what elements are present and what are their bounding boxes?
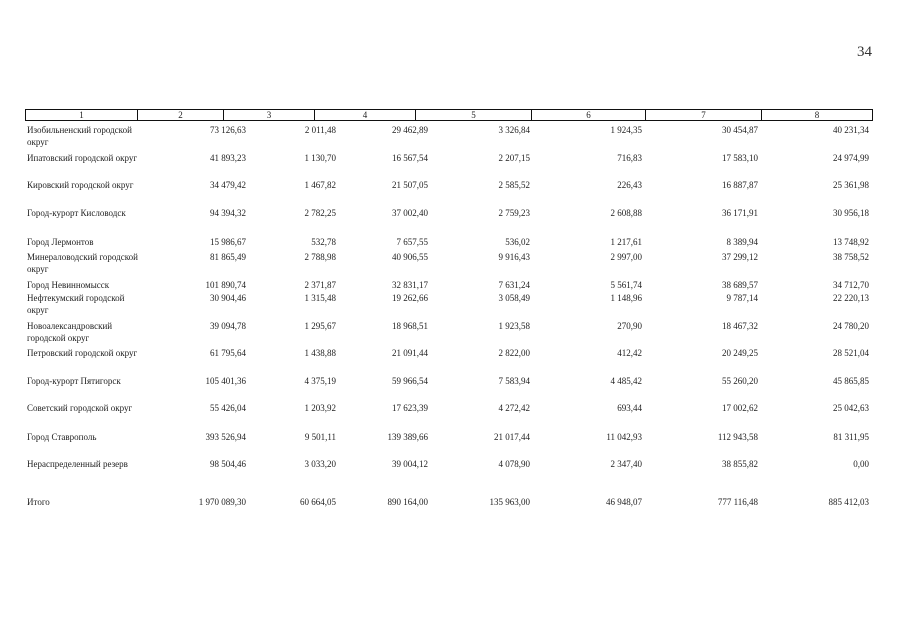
cell-col2: 98 504,46 (210, 459, 246, 469)
cell-col7: 20 249,25 (722, 348, 758, 358)
cell-col3: 60 664,05 (300, 497, 336, 507)
row-name: Итого (27, 497, 50, 507)
cell-col5: 3 058,49 (498, 293, 530, 303)
column-number-2: 2 (138, 110, 224, 121)
cell-col2: 1 970 089,30 (198, 497, 246, 507)
cell-col3: 532,78 (311, 237, 336, 247)
cell-col6: 5 561,74 (610, 280, 642, 290)
cell-col6: 1 148,96 (610, 293, 642, 303)
cell-col3: 1 438,88 (304, 348, 336, 358)
column-number-8: 8 (762, 110, 873, 121)
cell-col4: 29 462,89 (392, 125, 428, 135)
cell-col3: 2 011,48 (304, 125, 336, 135)
row-name: Минераловодский городской округ (27, 252, 138, 274)
cell-col4: 890 164,00 (387, 497, 428, 507)
cell-col4: 139 389,66 (387, 432, 428, 442)
cell-col5: 2 585,52 (498, 180, 530, 190)
cell-col7: 16 887,87 (722, 180, 758, 190)
cell-col2: 15 986,67 (210, 237, 246, 247)
cell-col4: 37 002,40 (392, 208, 428, 218)
row-name: Нераспределенный резерв (27, 459, 128, 469)
cell-col6: 2 997,00 (610, 252, 642, 262)
cell-col4: 21 507,05 (392, 180, 428, 190)
cell-col2: 101 890,74 (205, 280, 246, 290)
cell-col2: 73 126,63 (210, 125, 246, 135)
cell-col2: 34 479,42 (210, 180, 246, 190)
cell-col2: 393 526,94 (205, 432, 246, 442)
cell-col7: 777 116,48 (717, 497, 758, 507)
row-name: Город Лермонтов (27, 237, 94, 247)
column-number-1: 1 (26, 110, 138, 121)
cell-col3: 1 203,92 (304, 403, 336, 413)
cell-col7: 30 454,87 (722, 125, 758, 135)
cell-col4: 59 966,54 (392, 376, 428, 386)
cell-col6: 270,90 (617, 321, 642, 331)
column-number-3: 3 (224, 110, 315, 121)
column-number-4: 4 (315, 110, 416, 121)
cell-col6: 1 924,35 (610, 125, 642, 135)
cell-col8: 45 865,85 (833, 376, 869, 386)
cell-col4: 17 623,39 (392, 403, 428, 413)
cell-col8: 885 412,03 (828, 497, 869, 507)
cell-col2: 30 904,46 (210, 293, 246, 303)
cell-col3: 4 375,19 (304, 376, 336, 386)
cell-col4: 7 657,55 (396, 237, 428, 247)
cell-col8: 28 521,04 (833, 348, 869, 358)
cell-col8: 25 361,98 (833, 180, 869, 190)
cell-col7: 38 855,82 (722, 459, 758, 469)
cell-col5: 2 207,15 (498, 153, 530, 163)
cell-col5: 3 326,84 (498, 125, 530, 135)
cell-col8: 34 712,70 (833, 280, 869, 290)
cell-col3: 1 295,67 (304, 321, 336, 331)
cell-col5: 7 631,24 (498, 280, 530, 290)
column-number-6: 6 (532, 110, 646, 121)
cell-col5: 9 916,43 (498, 252, 530, 262)
cell-col4: 18 968,51 (392, 321, 428, 331)
cell-col6: 226,43 (617, 180, 642, 190)
cell-col8: 40 231,34 (833, 125, 869, 135)
column-number-5: 5 (416, 110, 532, 121)
cell-col7: 18 467,32 (722, 321, 758, 331)
cell-col4: 39 004,12 (392, 459, 428, 469)
cell-col5: 2 759,23 (498, 208, 530, 218)
cell-col4: 40 906,55 (392, 252, 428, 262)
cell-col6: 412,42 (617, 348, 642, 358)
cell-col2: 105 401,36 (205, 376, 246, 386)
row-name: Новоалександровский городской округ (27, 321, 113, 343)
row-name: Город Невинномысск (27, 280, 110, 290)
cell-col3: 1 315,48 (304, 293, 336, 303)
cell-col3: 3 033,20 (304, 459, 336, 469)
cell-col4: 19 262,66 (392, 293, 428, 303)
cell-col8: 0,00 (853, 459, 869, 469)
cell-col7: 17 583,10 (722, 153, 758, 163)
cell-col7: 55 260,20 (722, 376, 758, 386)
cell-col8: 25 042,63 (833, 403, 869, 413)
cell-col6: 4 485,42 (610, 376, 642, 386)
cell-col8: 22 220,13 (833, 293, 869, 303)
column-header-row (25, 109, 873, 121)
column-number-7: 7 (646, 110, 762, 121)
cell-col5: 1 923,58 (498, 321, 530, 331)
cell-col7: 112 943,58 (717, 432, 758, 442)
cell-col5: 4 272,42 (498, 403, 530, 413)
cell-col3: 1 130,70 (304, 153, 336, 163)
cell-col3: 2 788,98 (304, 252, 336, 262)
cell-col7: 17 002,62 (722, 403, 758, 413)
cell-col5: 7 583,94 (498, 376, 530, 386)
cell-col5: 2 822,00 (498, 348, 530, 358)
cell-col7: 37 299,12 (722, 252, 758, 262)
cell-col6: 693,44 (617, 403, 642, 413)
row-name: Город Ставрополь (27, 432, 97, 442)
cell-col6: 716,83 (617, 153, 642, 163)
cell-col3: 2 782,25 (304, 208, 336, 218)
cell-col6: 11 042,93 (606, 432, 642, 442)
row-name: Нефтекумский городской округ (27, 293, 125, 315)
cell-col5: 21 017,44 (494, 432, 530, 442)
cell-col2: 81 865,49 (210, 252, 246, 262)
cell-col7: 8 389,94 (726, 237, 758, 247)
cell-col6: 2 347,40 (610, 459, 642, 469)
cell-col8: 24 974,99 (833, 153, 869, 163)
cell-col4: 21 091,44 (392, 348, 428, 358)
cell-col2: 39 094,78 (210, 321, 246, 331)
cell-col7: 36 171,91 (722, 208, 758, 218)
row-name: Кировский городской округ (27, 180, 134, 190)
row-name: Петровский городской округ (27, 348, 138, 358)
cell-col4: 16 567,54 (392, 153, 428, 163)
row-name: Советский городской округ (27, 403, 133, 413)
cell-col5: 135 963,00 (489, 497, 530, 507)
cell-col2: 55 426,04 (210, 403, 246, 413)
cell-col8: 13 748,92 (833, 237, 869, 247)
cell-col7: 9 787,14 (726, 293, 758, 303)
cell-col5: 536,02 (505, 237, 530, 247)
cell-col3: 9 501,11 (304, 432, 336, 442)
cell-col2: 41 893,23 (210, 153, 246, 163)
cell-col3: 1 467,82 (304, 180, 336, 190)
row-name: Ипатовский городской округ (27, 153, 138, 163)
cell-col8: 81 311,95 (833, 432, 869, 442)
cell-col8: 24 780,20 (833, 321, 869, 331)
cell-col8: 30 956,18 (833, 208, 869, 218)
cell-col6: 2 608,88 (610, 208, 642, 218)
cell-col2: 61 795,64 (210, 348, 246, 358)
row-name: Изобильненский городской округ (27, 125, 132, 147)
cell-col8: 38 758,52 (833, 252, 869, 262)
cell-col2: 94 394,32 (210, 208, 246, 218)
cell-col6: 46 948,07 (606, 497, 642, 507)
cell-col4: 32 831,17 (392, 280, 428, 290)
page-number: 34 (857, 44, 872, 60)
row-name: Город-курорт Кисловодск (27, 208, 126, 218)
cell-col7: 38 689,57 (722, 280, 758, 290)
cell-col6: 1 217,61 (610, 237, 642, 247)
cell-col5: 4 078,90 (498, 459, 530, 469)
row-name: Город-курорт Пятигорск (27, 376, 121, 386)
cell-col3: 2 371,87 (304, 280, 336, 290)
